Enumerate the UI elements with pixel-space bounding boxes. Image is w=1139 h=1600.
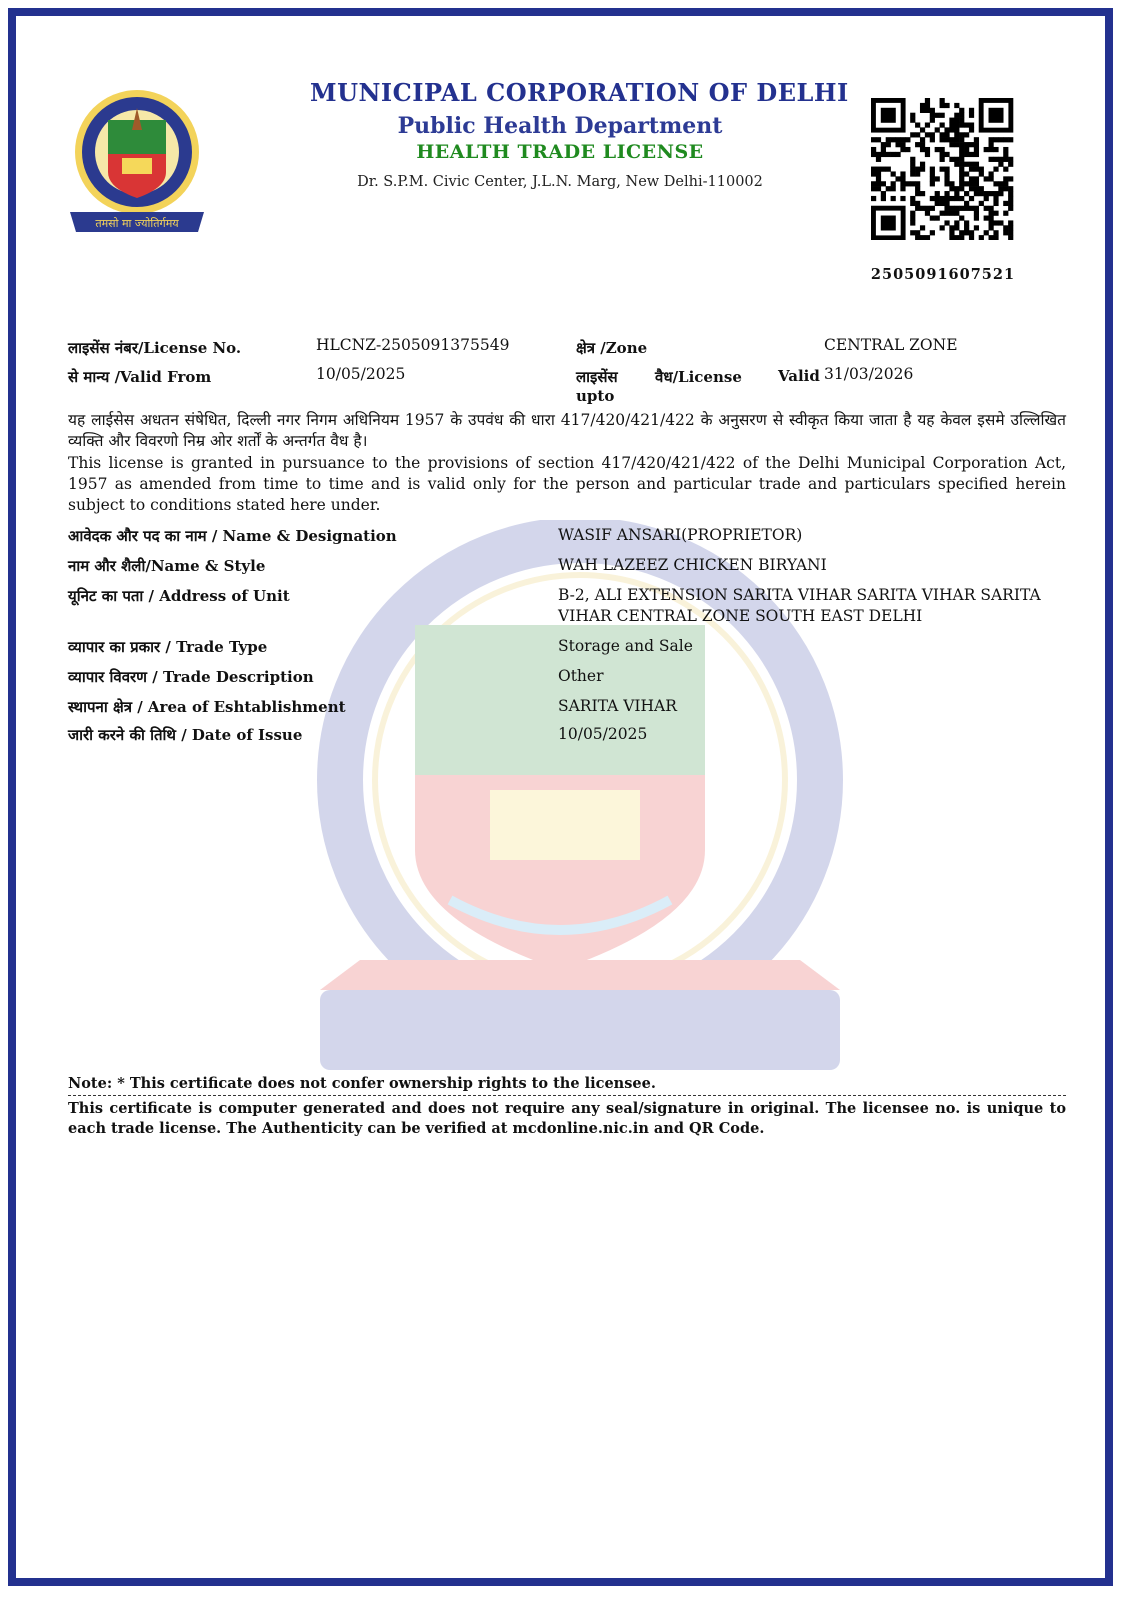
zone-label: क्षेत्र /Zone: [576, 339, 648, 357]
license-no-label: लाइसेंस नंबर/License No.: [68, 339, 242, 357]
license-type-title: HEALTH TRADE LICENSE: [416, 141, 704, 163]
office-address: Dr. S.P.M. Civic Center, J.L.N. Marg, New Delhi-110002: [357, 174, 763, 190]
name-style-label: नाम और शैली/Name & Style: [68, 557, 266, 575]
mcd-logo-emblem: [62, 80, 212, 240]
name-designation-label: आवेदक और पद का नाम / Name & Designation: [68, 527, 397, 545]
department-title: Public Health Department: [397, 113, 723, 139]
establishment-area-value: SARITA VIHAR: [558, 697, 677, 715]
valid-upto-label-d: upto: [576, 387, 615, 405]
watermark-emblem: [300, 520, 860, 1080]
qr-number: 2505091607521: [870, 266, 1016, 283]
trade-description-label: व्यापार विवरण / Trade Description: [68, 668, 314, 686]
qr-code[interactable]: [858, 98, 1026, 240]
valid-upto-value: 31/03/2026: [824, 365, 914, 383]
org-title: MUNICIPAL CORPORATION OF DELHI: [310, 78, 849, 107]
hindi-terms-paragraph: यह लाईसेस अधतन संषेधित, दिल्ली नगर निगम अधिनियम 1957 के उपवंध की धारा 417/420/421/422 के अनुसरण से स्वीकृत किया जाता है यह केवल इसमे उल्लिखित व्यक्ति और विवरणो निम्र ओर शर्तों के अन्तर्गत वैध है।: [68, 411, 1066, 450]
name-style-value: WAH LAZEEZ CHICKEN BIRYANI: [558, 556, 827, 574]
english-terms-paragraph: This license is granted in pursuance to the provisions of section 417/420/421/422 of the Delhi Municipal Corporation Act, 1957 as amended from time to time and is valid only for the person and particular trade and particulars specified herein subject to conditions stated here under.: [68, 454, 1066, 514]
unit-address-value-line2: VIHAR CENTRAL ZONE SOUTH EAST DELHI: [558, 607, 923, 625]
valid-upto-label-c: Valid: [778, 367, 820, 385]
logo-motto: तमसो मा ज्योतिर्गमय: [95, 217, 179, 230]
valid-from-label: से मान्य /Valid From: [68, 368, 212, 386]
authenticity-disclaimer: This certificate is computer generated and does not require any seal/signature in original. The licensee no. is unique to each trade license. The Authenticity can be verified at mcdonline.nic.in and QR Code.: [68, 1100, 1066, 1137]
trade-type-label: व्यापार का प्रकार / Trade Type: [68, 638, 268, 656]
establishment-area-label: स्थापना क्षेत्र / Area of Eshtablishment: [68, 698, 346, 716]
dashed-divider: [68, 1095, 1066, 1096]
zone-value: CENTRAL ZONE: [824, 336, 958, 354]
issue-date-value: 10/05/2025: [558, 725, 648, 743]
ownership-note: Note: * This certificate does not confer ownership rights to the licensee.: [68, 1075, 656, 1092]
issue-date-label: जारी करने की तिथि / Date of Issue: [68, 726, 303, 744]
license-no-value: HLCNZ-2505091375549: [316, 336, 510, 354]
trade-type-value: Storage and Sale: [558, 637, 693, 655]
trade-description-value: Other: [558, 667, 604, 685]
unit-address-value-line1: B-2, ALI EXTENSION SARITA VIHAR SARITA VIHAR SARITA: [558, 586, 1041, 604]
valid-upto-label-b: वैध/License: [655, 368, 742, 386]
valid-upto-label-a: लाइसेंस: [576, 368, 618, 386]
name-designation-value: WASIF ANSARI(PROPRIETOR): [558, 526, 803, 544]
unit-address-label: यूनिट का पता / Address of Unit: [68, 587, 290, 605]
valid-from-value: 10/05/2025: [316, 365, 406, 383]
